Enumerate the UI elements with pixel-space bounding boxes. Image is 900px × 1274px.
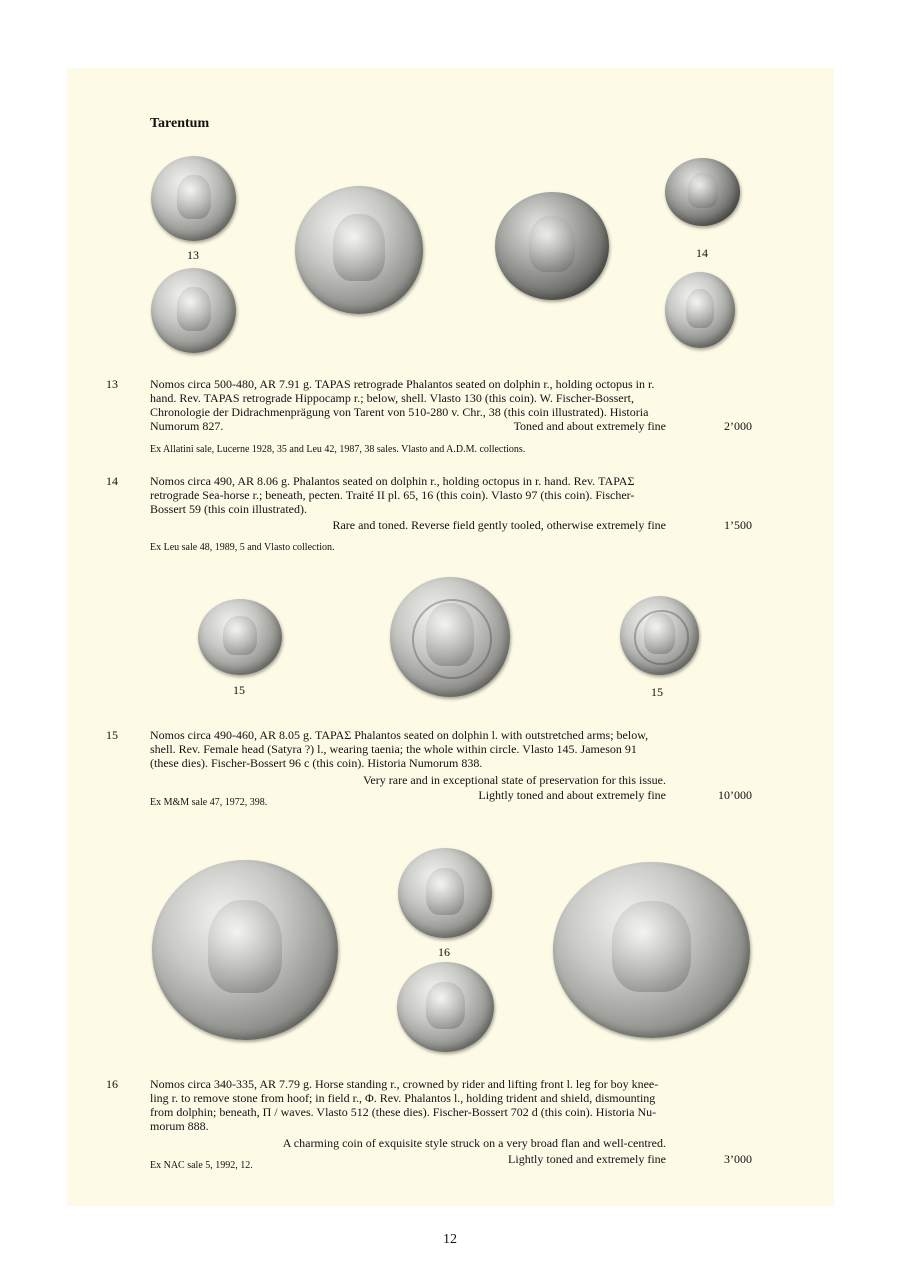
lot-number: 13 [106,377,118,391]
description-line: shell. Rev. Female head (Satyra ?) l., wearing taenia; the whole within circle. Vlasto 145. Jameson 91 [150,742,637,756]
lot-description [150,474,752,516]
lot-grade: Rare and toned. Reverse field gently tooled, otherwise extremely fine [332,518,666,532]
description-line: Nomos circa 340-335, AR 7.79 g. Horse standing r., crowned by rider and lifting front l. leg for boy knee- [150,1077,659,1091]
coin-15-obverse [198,599,282,675]
description-line: Nomos circa 500-480, AR 7.91 g. TAPAS retrograde Phalantos seated on dolphin r., holding octopus in r. [150,377,655,391]
page-number: 12 [443,1232,457,1247]
lot-description [150,1077,752,1133]
coin-14-obverse [665,158,740,226]
lot-number: 14 [106,474,118,488]
coin-16-obverse [398,848,492,938]
lot-provenance: Ex NAC sale 5, 1992, 12. [150,1160,253,1171]
description-line: retrograde Sea-horse r.; beneath, pecten. Traité II pl. 65, 16 (this coin). Vlasto 97 (this coin). Fischer- [150,488,635,502]
plate-label-16: 16 [438,945,450,959]
lot-grade: Toned and about extremely fine [513,419,666,433]
plate-label-15: 15 [651,685,663,699]
coin-16-obverse-enlarged [152,860,338,1040]
lot-number: 15 [106,728,118,742]
description-line: morum 888. [150,1119,209,1133]
description-line: Nomos circa 490-460, AR 8.05 g. ΤΑΡΑΣ Phalantos seated on dolphin l. with outstretched arms; below, [150,728,649,742]
lot-description [150,728,752,770]
description-line: Bossert 59 (this coin illustrated). [150,502,307,516]
description-line: from dolphin; beneath, Π / waves. Vlasto 512 (these dies). Fischer-Bossert 702 d (this coin). Historia Nu- [150,1105,657,1119]
lot-provenance: Ex Allatini sale, Lucerne 1928, 35 and Leu 42, 1987, 38 sales. Vlasto and A.D.M. collections. [150,444,526,455]
description-line: ling r. to remove stone from hoof; in field r., Φ. Rev. Phalantos l., holding trident and shield, dismounting [150,1091,656,1105]
lot-price: 10’000 [718,788,752,802]
coin-13-obverse [151,156,236,241]
lot-price: 2’000 [724,419,752,433]
lot-provenance: Ex Leu sale 48, 1989, 5 and Vlasto collection. [150,542,335,553]
plate-label-15: 15 [233,683,245,697]
coin-14-obverse-enlarged [495,192,609,300]
lot-grade: Lightly toned and extremely fine [508,1152,666,1166]
description-line: (these dies). Fischer-Bossert 96 c (this coin). Historia Numorum 838. [150,756,483,770]
lot-price: 1’500 [724,518,752,532]
coin-15-reverse-enlarged [390,577,510,697]
plate-label-13: 13 [187,248,199,262]
section-heading: Tarentum [150,116,210,131]
coin-14-reverse [665,272,735,348]
lot-grade: Lightly toned and about extremely fine [478,788,666,802]
lot-price: 3’000 [724,1152,752,1166]
lot-number: 16 [106,1077,118,1091]
description-line: Chronologie der Didrachmenprägung von Tarent von 510-280 v. Chr., 38 (this coin illustrated). Historia [150,405,649,419]
coin-16-reverse-enlarged [553,862,750,1038]
plate-label-14: 14 [696,246,708,260]
lot-provenance: Ex M&M sale 47, 1972, 398. [150,797,268,808]
description-line: Numorum 827. [150,419,224,433]
coin-16-reverse [397,962,494,1052]
coin-13-obverse-enlarged [295,186,423,314]
description-line: hand. Rev. TAPAS retrograde Hippocamp r.; below, shell. Vlasto 130 (this coin). W. Fischer-Bossert, [150,391,634,405]
description-line: Nomos circa 490, AR 8.06 g. Phalantos seated on dolphin r., holding octopus in r. hand. Rev. ΤΑΡΑΣ [150,474,635,488]
lot-grade-note: Very rare and in exceptional state of preservation for this issue. [363,773,666,787]
coin-13-reverse [151,268,236,353]
lot-grade-note: A charming coin of exquisite style struck on a very broad flan and well-centred. [282,1136,666,1150]
coin-15-reverse [620,596,699,675]
